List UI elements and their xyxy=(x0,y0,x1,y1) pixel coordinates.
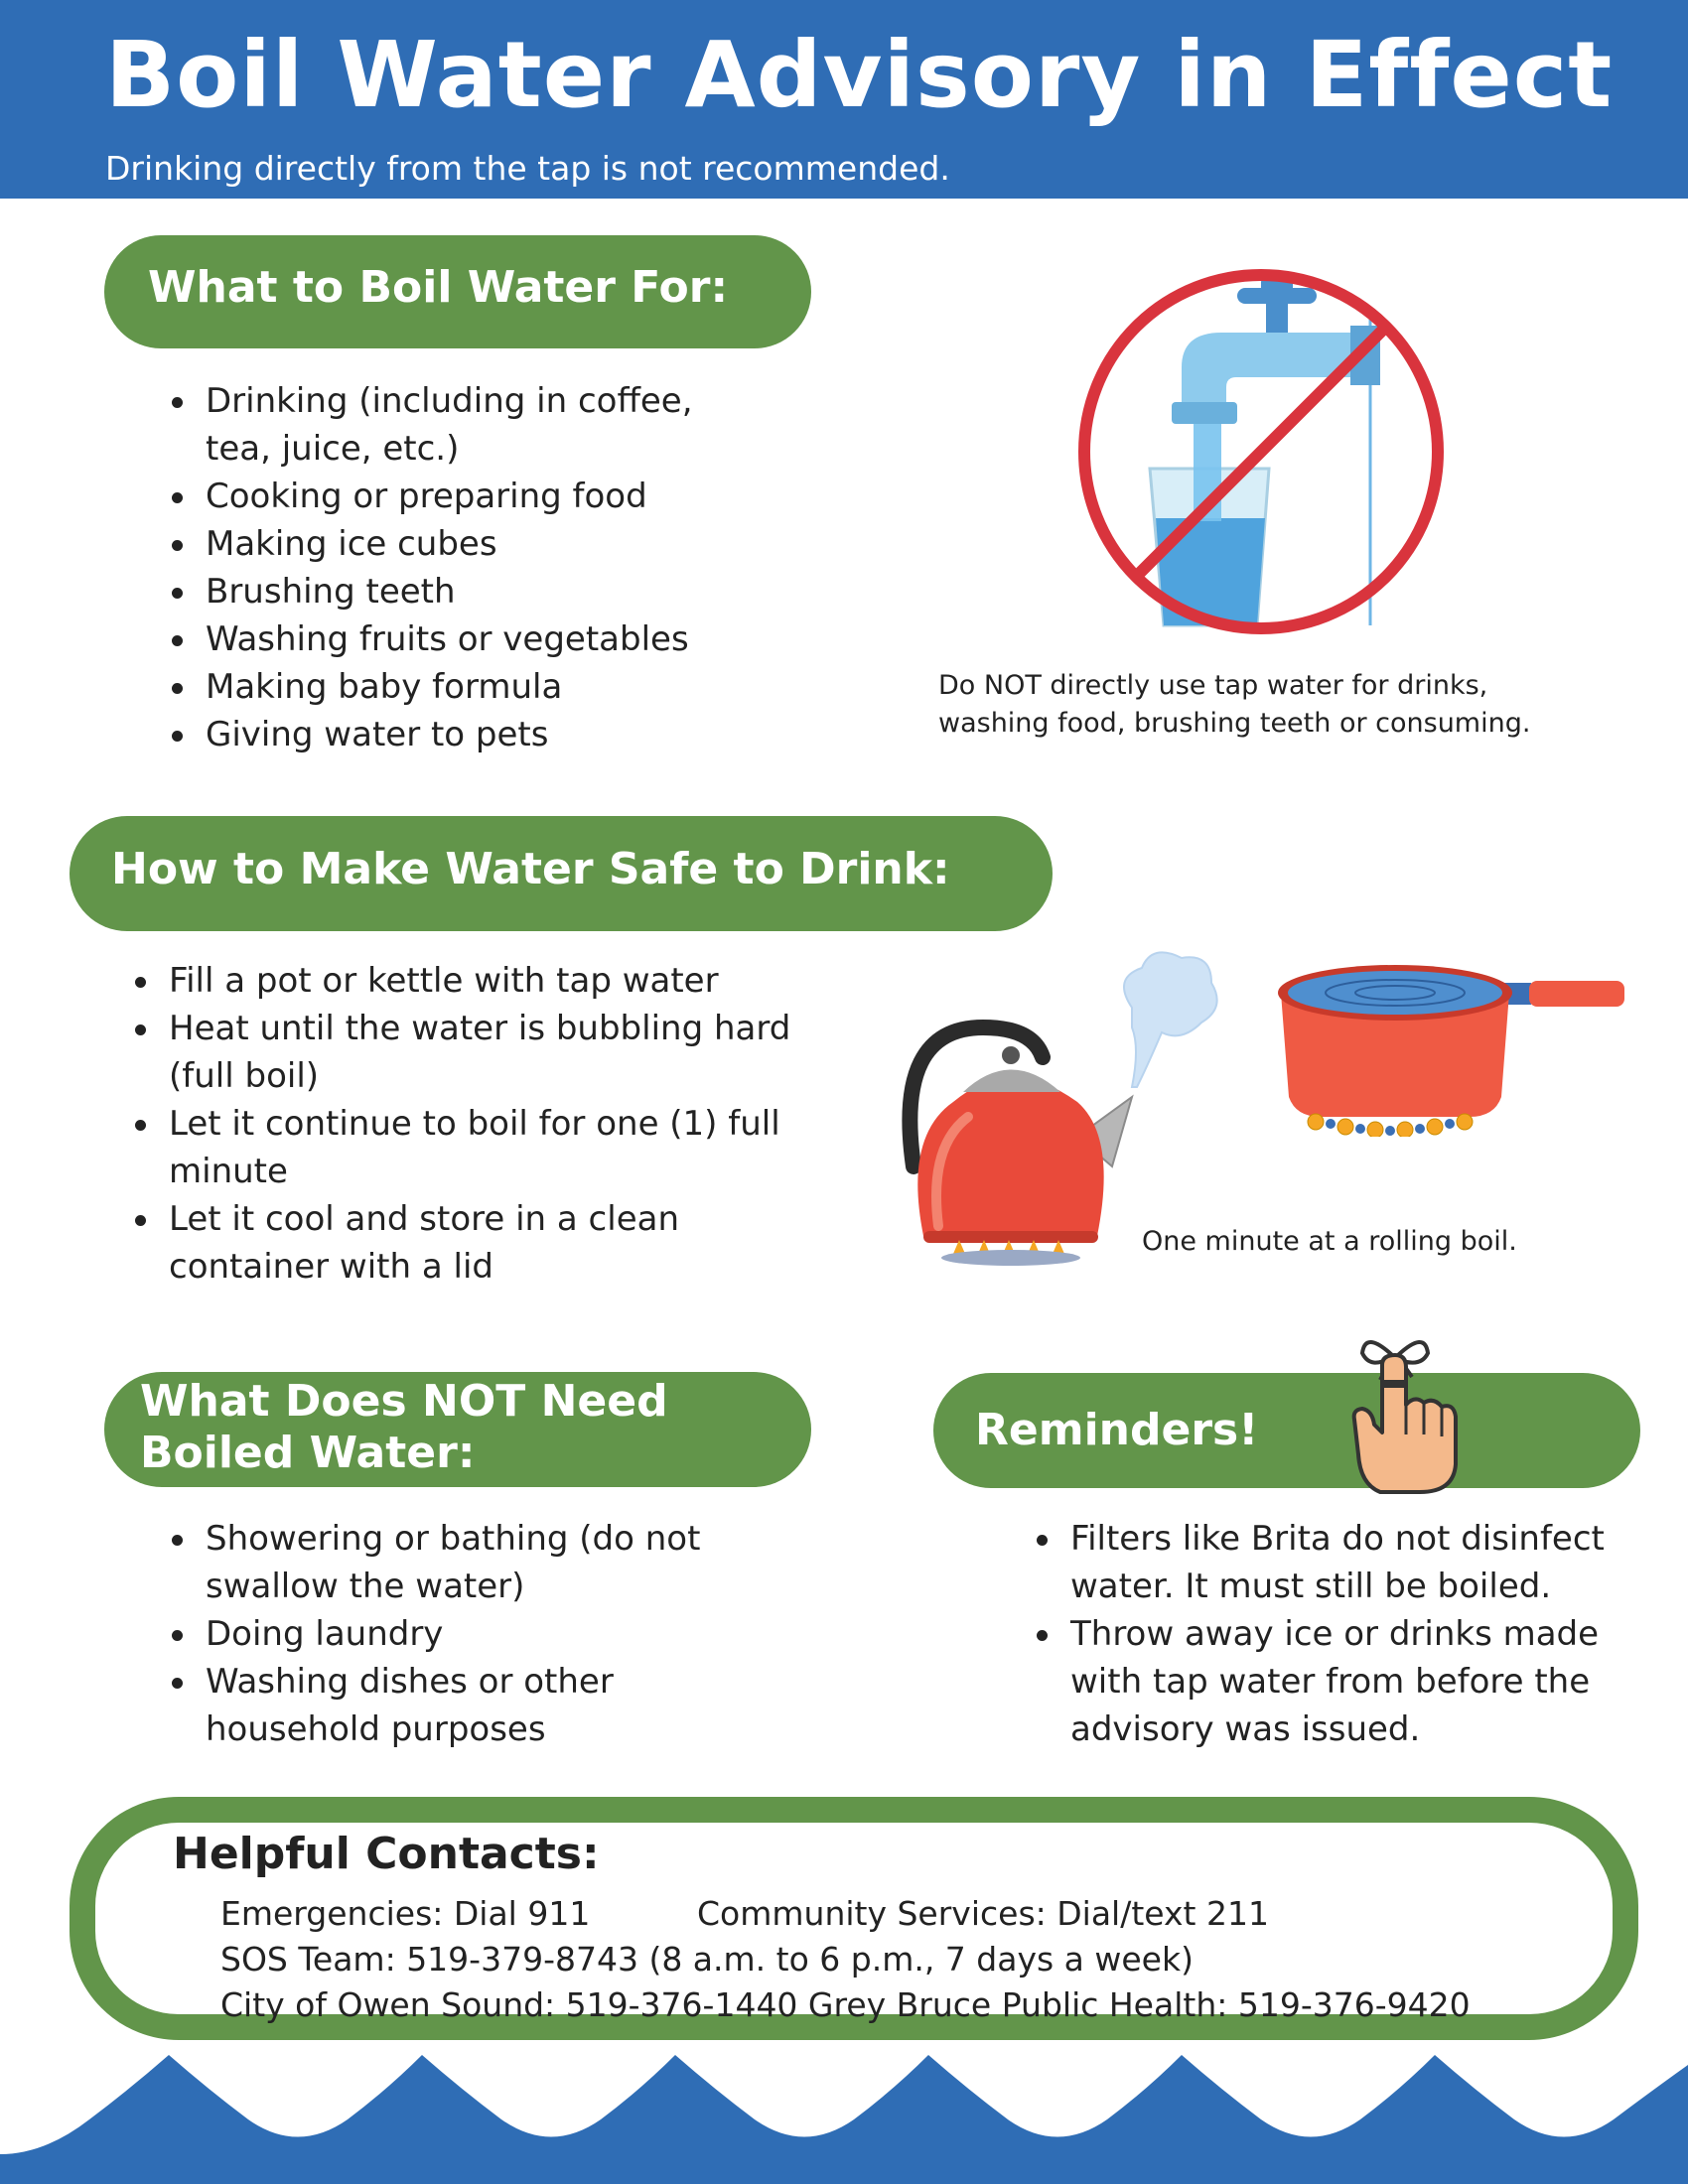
list-item-continuation: container with a lid xyxy=(169,1247,493,1287)
list-item: Washing dishes or other xyxy=(206,1658,700,1706)
boil-for-heading-text: What to Boil Water For: xyxy=(148,262,729,313)
boil-for-list xyxy=(164,377,693,758)
contact-community: Community Services: Dial/text 211 xyxy=(697,1894,1269,1933)
list-item-continuation: swallow the water) xyxy=(206,1567,525,1606)
make-safe-heading xyxy=(70,816,1053,931)
header-banner xyxy=(0,0,1688,199)
contacts-heading: Helpful Contacts: xyxy=(173,1829,600,1879)
boil-caption: One minute at a rolling boil. xyxy=(1142,1226,1517,1257)
kettle-icon xyxy=(884,938,1221,1266)
list-item: Showering or bathing (do not xyxy=(206,1515,700,1563)
not-needed-list xyxy=(164,1515,700,1753)
list-item: Brushing teeth xyxy=(206,568,693,615)
list-item: Making baby formula xyxy=(206,663,693,711)
list-item: Fill a pot or kettle with tap water xyxy=(169,957,790,1005)
list-item: Cooking or preparing food xyxy=(206,473,693,520)
list-item: Giving water to pets xyxy=(206,711,693,758)
list-item: Doing laundry xyxy=(206,1610,700,1658)
pot-on-stove-icon xyxy=(1271,948,1628,1137)
contact-city: City of Owen Sound: 519-376-1440 Grey Bruce Public Health: 519-376-9420 xyxy=(220,1985,1471,2024)
tap-caption-line: Do NOT directly use tap water for drinks, xyxy=(938,670,1488,701)
list-item-continuation: advisory was issued. xyxy=(1070,1709,1421,1749)
reminders-heading xyxy=(933,1373,1640,1488)
list-item: Washing fruits or vegetables xyxy=(206,615,693,663)
contact-sos: SOS Team: 519-379-8743 (8 a.m. to 6 p.m., 7 days a week) xyxy=(220,1940,1194,1979)
list-item-continuation: water. It must still be boiled. xyxy=(1070,1567,1552,1606)
no-tap-water-icon xyxy=(1053,258,1470,655)
list-item: Heat until the water is bubbling hard xyxy=(169,1005,790,1052)
page-subtitle: Drinking directly from the tap is not recommended. xyxy=(105,149,950,188)
list-item: Filters like Brita do not disinfect xyxy=(1070,1515,1605,1563)
reminders-heading-text: Reminders! xyxy=(975,1405,1259,1455)
list-item-continuation: (full boil) xyxy=(169,1056,320,1096)
not-needed-heading xyxy=(104,1372,811,1487)
list-item-continuation: tea, juice, etc.) xyxy=(206,429,460,469)
list-item-continuation: with tap water from before the xyxy=(1070,1662,1591,1702)
list-item-continuation: minute xyxy=(169,1152,288,1191)
boil-for-heading xyxy=(104,235,811,348)
page-title: Boil Water Advisory in Effect xyxy=(105,22,1614,128)
list-item: Making ice cubes xyxy=(206,520,693,568)
not-needed-heading-line: Boiled Water: xyxy=(140,1428,476,1478)
list-item: Throw away ice or drinks made xyxy=(1070,1610,1605,1658)
finger-string-reminder-icon xyxy=(1340,1325,1470,1494)
tap-caption-line: washing food, brushing teeth or consuming. xyxy=(938,708,1531,739)
list-item: Let it cool and store in a clean xyxy=(169,1195,790,1243)
make-safe-heading-text: How to Make Water Safe to Drink: xyxy=(111,844,950,894)
list-item-continuation: household purposes xyxy=(206,1709,546,1749)
wave-border xyxy=(0,2045,1688,2184)
list-item: Let it continue to boil for one (1) full xyxy=(169,1100,790,1148)
list-item: Drinking (including in coffee, xyxy=(206,377,693,425)
contacts-box xyxy=(70,1797,1638,2040)
not-needed-heading-line: What Does NOT Need xyxy=(140,1376,668,1427)
tap-caption xyxy=(938,667,1530,743)
reminders-list xyxy=(1029,1515,1605,1753)
contact-emergencies: Emergencies: Dial 911 xyxy=(220,1894,591,1933)
make-safe-list xyxy=(127,957,790,1291)
